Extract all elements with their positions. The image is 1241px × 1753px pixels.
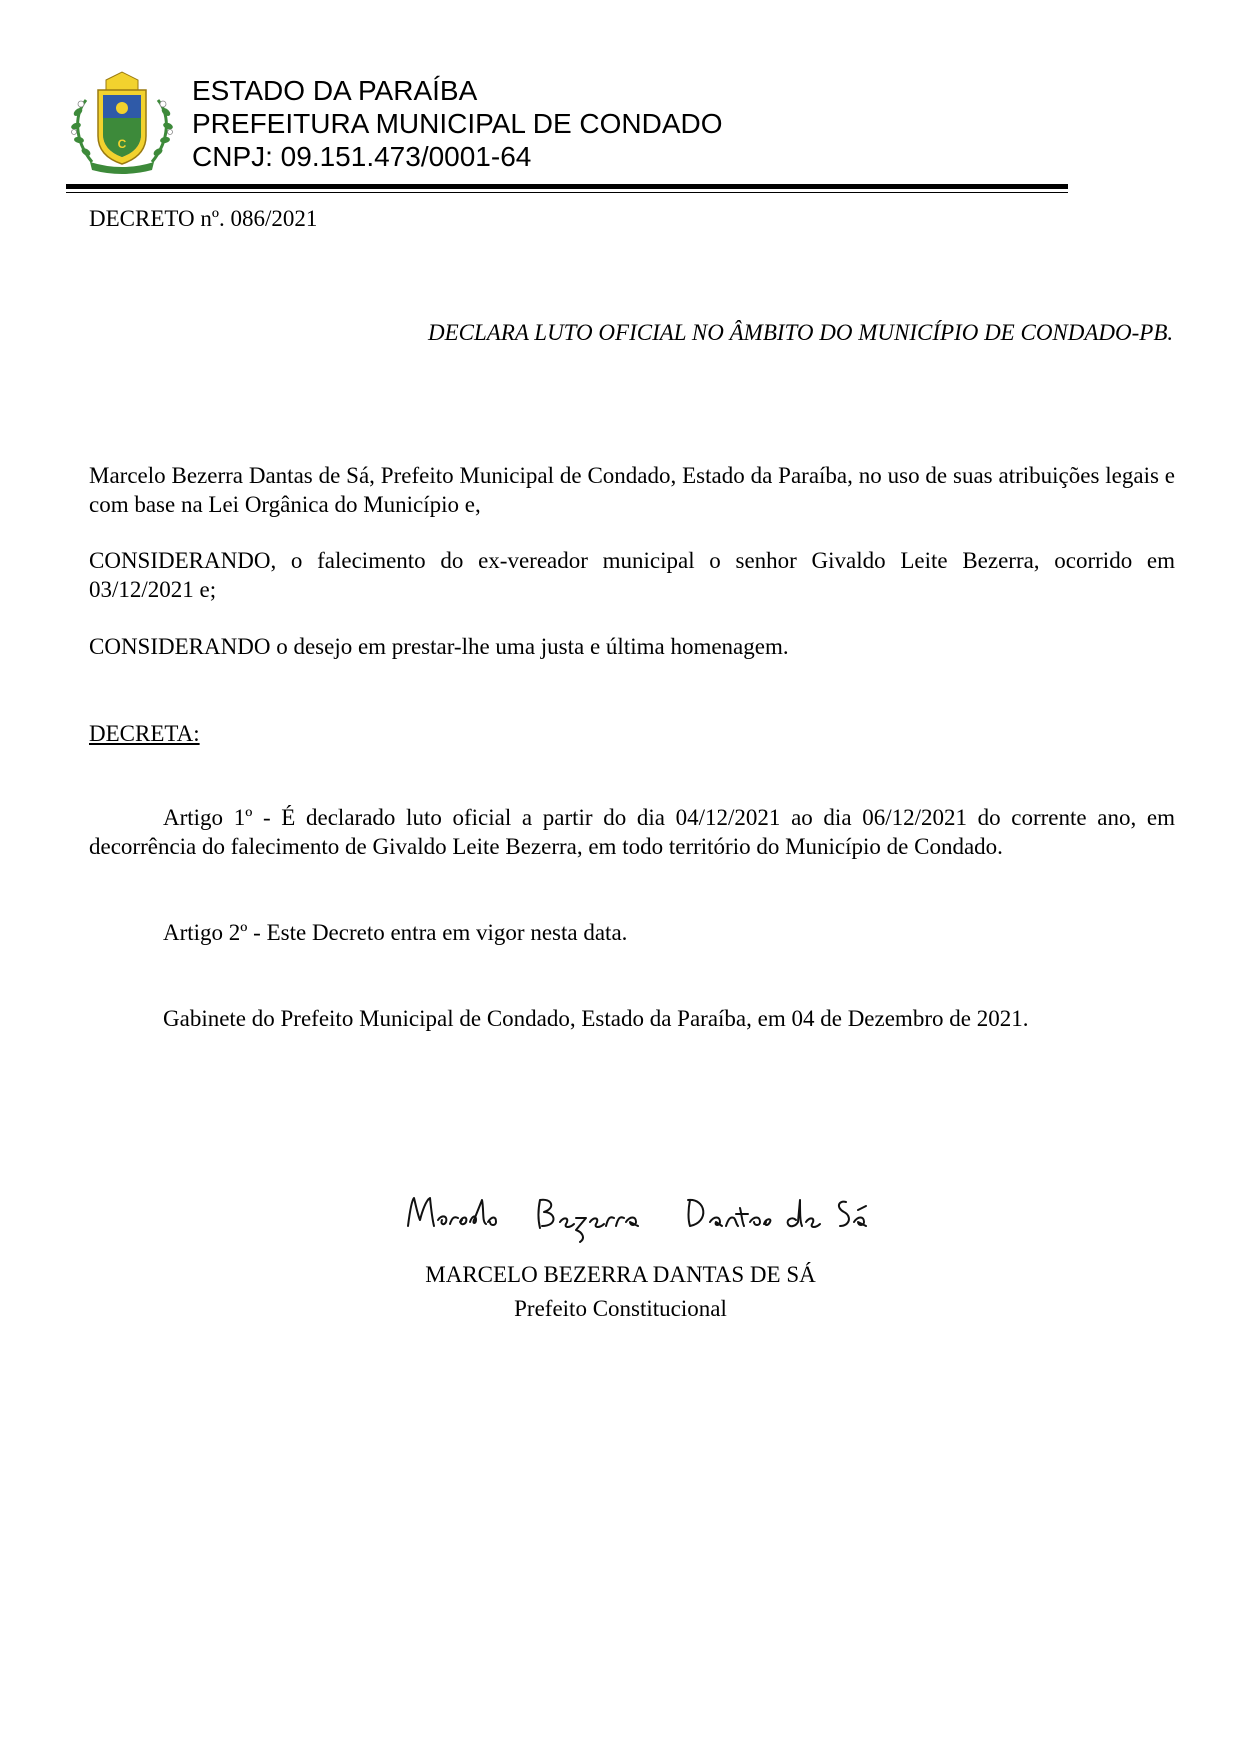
considerando-paragraph-2: CONSIDERANDO o desejo em prestar-lhe uma justa e última homenagem.	[89, 634, 789, 659]
decree-ementa: DECLARA LUTO OFICIAL NO ÂMBITO DO MUNICÍPIO DE CONDADO-PB.	[428, 320, 1174, 345]
signatory-title: Prefeito Constitucional	[514, 1296, 727, 1321]
municipal-crest-icon	[66, 70, 178, 174]
decreta-heading: DECRETA:	[89, 721, 200, 746]
decree-number: DECRETO nº. 086/2021	[89, 206, 318, 231]
considerando-paragraph-1: CONSIDERANDO, o falecimento do ex-vereador municipal o senhor Givaldo Leite Bezerra, ocorrido em 03/12/2021 e;	[89, 548, 1175, 602]
artigo-2: Artigo 2º - Este Decreto entra em vigor nesta data.	[163, 920, 628, 945]
letterhead	[66, 70, 1066, 180]
artigo-1: Artigo 1º - É declarado luto oficial a partir do dia 04/12/2021 ao dia 06/12/2021 do corrente ano, em decorrência do falecimento de Givaldo Leite Bezerra, em todo território do Município de Condado.	[89, 805, 1175, 859]
svg-text:C: C	[117, 137, 127, 151]
closing-statement: Gabinete do Prefeito Municipal de Condado, Estado da Paraíba, em 04 de Dezembro de 2021.	[163, 1006, 1029, 1031]
preamble-paragraph: Marcelo Bezerra Dantas de Sá, Prefeito Municipal de Condado, Estado da Paraíba, no uso de suas atribuições legais e com base na Lei Orgânica do Município e,	[89, 463, 1175, 517]
header-state: ESTADO DA PARAÍBA	[192, 75, 478, 106]
signatory-name: MARCELO BEZERRA DANTAS DE SÁ	[425, 1262, 816, 1287]
header-divider-thick	[66, 184, 1068, 189]
header-cnpj: CNPJ: 09.151.473/0001-64	[192, 141, 532, 172]
header-divider-thin	[66, 192, 1068, 193]
header-prefecture: PREFEITURA MUNICIPAL DE CONDADO	[192, 108, 723, 139]
handwritten-signature	[400, 1186, 880, 1246]
